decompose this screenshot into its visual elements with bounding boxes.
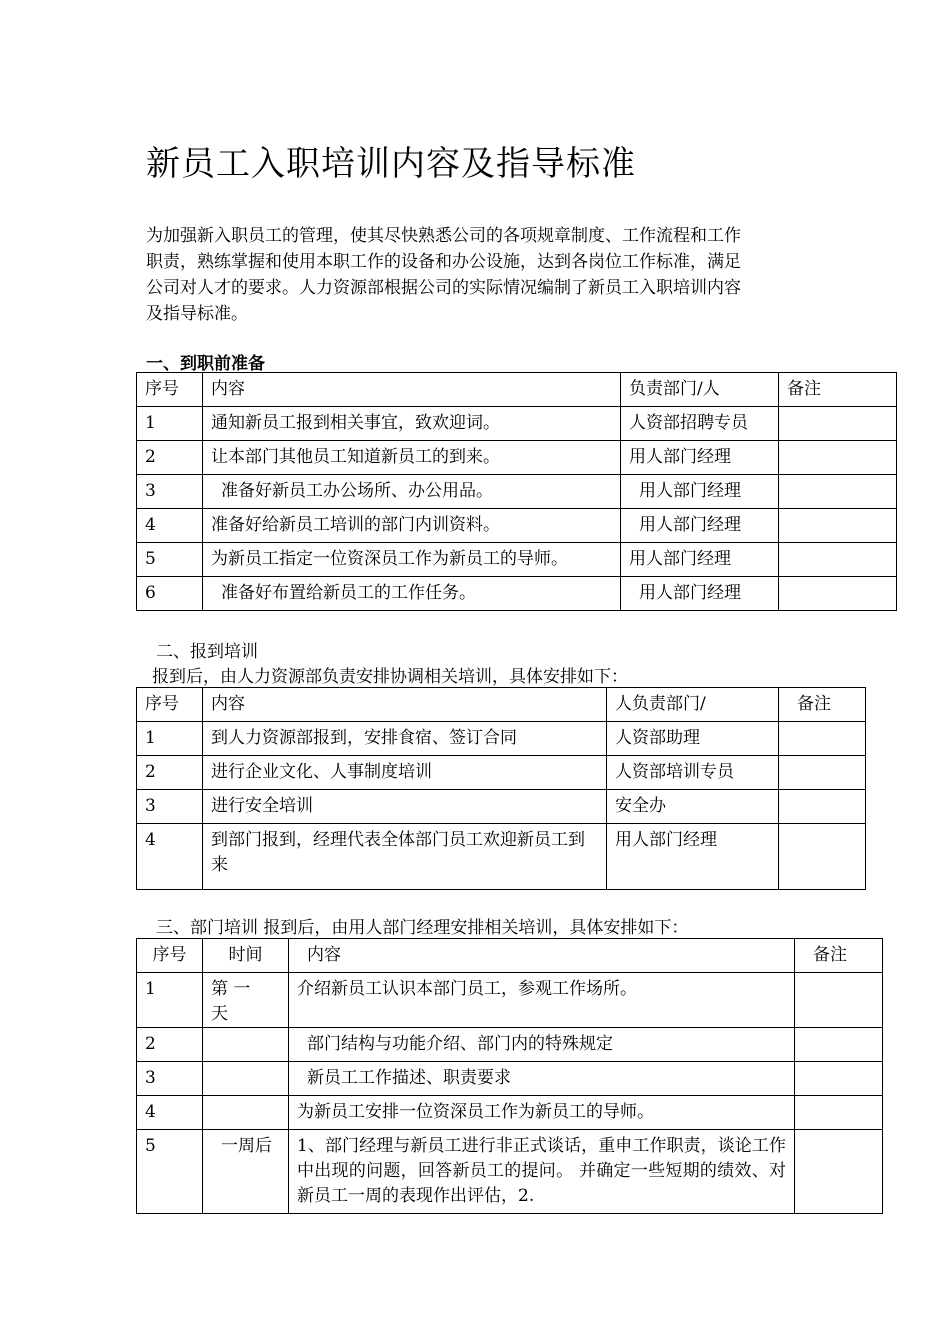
intro-line: 为加强新入职员工的管理，使其尽快熟悉公司的各项规章制度、工作流程和工作 [146,226,741,246]
header-cell: 内容 [289,939,795,973]
table-cell: 2 [137,1028,203,1062]
header-cell: 序号 [137,939,203,973]
header-cell: 备注 [779,688,866,722]
table-cell: 用人部门经理 [621,543,779,577]
table-cell [779,756,866,790]
table-row [137,756,866,790]
table-cell: 人资部助理 [607,722,779,756]
header-cell: 序号 [137,688,203,722]
table-row [137,407,897,441]
table-cell [779,441,897,475]
table-cell [779,509,897,543]
table-header-row [137,688,866,722]
table-cell [779,577,897,611]
table-row [137,1130,883,1214]
table-cell: 准备好给新员工培训的部门内训资料。 [203,509,621,543]
table-cell: 1 [137,722,203,756]
table-row [137,1028,883,1062]
table-cell: 3 [137,790,203,824]
table-cell [779,407,897,441]
header-cell: 内容 [203,373,621,407]
table-cell: 用人部门经理 [621,509,779,543]
header-cell: 负责部门/人 [621,373,779,407]
table-cell: 3 [137,1062,203,1096]
table-cell: 2 [137,756,203,790]
table-cell [795,1096,883,1130]
table-cell [795,1028,883,1062]
table-cell [203,1096,289,1130]
table-cell: 进行企业文化、人事制度培训 [203,756,607,790]
department-training-table [136,938,883,1214]
header-cell: 人负责部门/ [607,688,779,722]
table-cell [795,973,883,1028]
table-row [137,973,883,1028]
document-title: 新员工入职培训内容及指导标准 [146,144,636,184]
table-cell: 用人部门经理 [607,824,779,890]
table-cell: 6 [137,577,203,611]
table-cell: 3 [137,475,203,509]
header-cell: 序号 [137,373,203,407]
table-row [137,475,897,509]
table-cell [779,824,866,890]
table-row [137,1096,883,1130]
table-cell: 2 [137,441,203,475]
table-cell: 让本部门其他员工知道新员工的到来。 [203,441,621,475]
table-cell [779,475,897,509]
table-cell: 用人部门经理 [621,577,779,611]
intro-line: 及指导标准。 [146,304,248,324]
table-cell: 人资部招聘专员 [621,407,779,441]
registration-table [136,687,866,890]
table-cell: 用人部门经理 [621,441,779,475]
table-cell: 4 [137,1096,203,1130]
table-cell: 5 [137,543,203,577]
table-cell [779,543,897,577]
header-cell: 备注 [795,939,883,973]
table-cell: 为新员工指定一位资深员工作为新员工的导师。 [203,543,621,577]
table-row [137,543,897,577]
table-row [137,722,866,756]
header-cell: 时间 [203,939,289,973]
section2-subheading: 报到后，由人力资源部负责安排协调相关培训，具体安排如下： [152,667,628,687]
table-cell: 5 [137,1130,203,1214]
table-cell: 介绍新员工认识本部门员工，参观工作场所。 [289,973,795,1028]
section1-heading: 一、到职前准备 [146,354,265,374]
table-cell [779,790,866,824]
table-cell: 到部门报到，经理代表全体部门员工欢迎新员工到来 [203,824,607,890]
table-cell [795,1062,883,1096]
intro-paragraph [146,223,826,327]
table-cell [795,1130,883,1214]
table-cell: 1 [137,973,203,1028]
table-cell: 准备好新员工办公场所、办公用品。 [203,475,621,509]
table-row [137,1062,883,1096]
header-cell: 备注 [779,373,897,407]
table-cell: 准备好布置给新员工的工作任务。 [203,577,621,611]
table-cell: 1、部门经理与新员工进行非正式谈话，重申工作职责，谈论工作中出现的问题，回答新员工的提问。 并确定一些短期的绩效、对新员工一周的表现作出评估，2. [289,1130,795,1214]
intro-line: 职责，熟练掌握和使用本职工作的设备和办公设施，达到各岗位工作标准，满足 [146,252,741,272]
table-cell: 进行安全培训 [203,790,607,824]
table-cell: 新员工工作描述、职责要求 [289,1062,795,1096]
header-cell: 内容 [203,688,607,722]
table-row [137,790,866,824]
table-cell: 第 一 天 [203,973,289,1028]
table-cell: 人资部培训专员 [607,756,779,790]
table-row [137,577,897,611]
table-header-row [137,939,883,973]
table-row [137,441,897,475]
table-cell [203,1028,289,1062]
section2-heading: 二、报到培训 [156,642,258,662]
table-cell: 用人部门经理 [621,475,779,509]
table-row [137,509,897,543]
table-cell: 通知新员工报到相关事宜，致欢迎词。 [203,407,621,441]
table-row [137,824,866,890]
section3-heading: 三、部门培训 报到后，由用人部门经理安排相关培训，具体安排如下： [156,918,689,938]
intro-line: 公司对人才的要求。人力资源部根据公司的实际情况编制了新员工入职培训内容 [146,278,741,298]
pre-arrival-table [136,372,897,611]
table-cell: 为新员工安排一位资深员工作为新员工的导师。 [289,1096,795,1130]
table-cell: 4 [137,824,203,890]
table-cell [203,1062,289,1096]
table-cell: 1 [137,407,203,441]
table-cell: 4 [137,509,203,543]
table-cell: 一周后 [203,1130,289,1214]
table-cell [779,722,866,756]
table-header-row [137,373,897,407]
table-cell: 部门结构与功能介绍、部门内的特殊规定 [289,1028,795,1062]
table-cell: 到人力资源部报到，安排食宿、签订合同 [203,722,607,756]
table-cell: 安全办 [607,790,779,824]
